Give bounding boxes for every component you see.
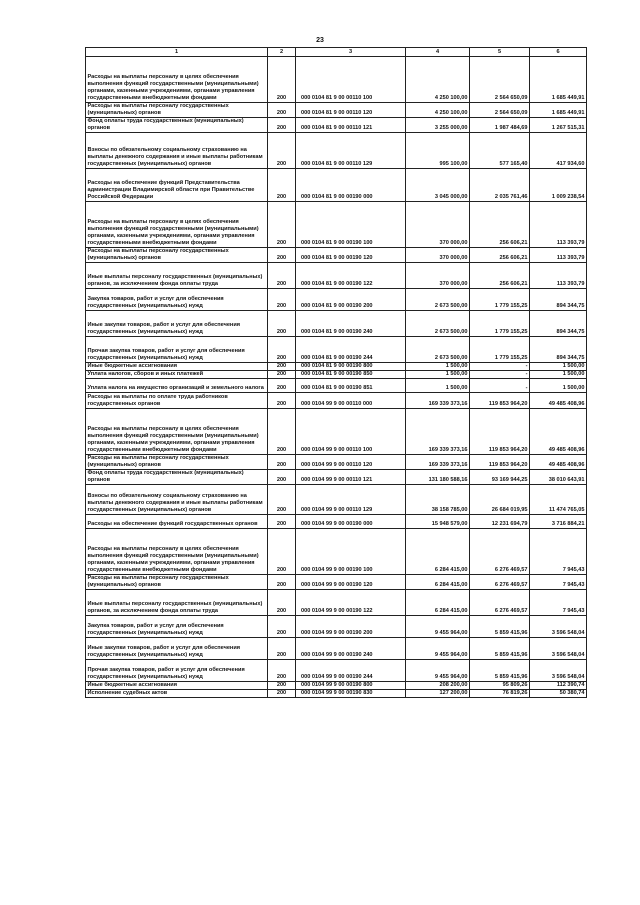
row-executed-amount-cell: 2 035 761,46 [470, 169, 530, 202]
row-name-cell: Расходы на обеспечение функций Представительства администрации Владимирской области при Правительстве Российской Федерации [86, 169, 268, 202]
row-executed-amount-cell: 1 779 155,25 [470, 337, 530, 363]
table-row [86, 638, 587, 660]
row-unexecuted-amount-cell: 3 596 548,04 [530, 638, 587, 660]
row-unexecuted-amount-cell: 894 344,75 [530, 289, 587, 311]
row-line-code-cell: 200 [268, 363, 296, 371]
row-name-cell: Прочая закупка товаров, работ и услуг для обеспечения государственных (муниципальных) нужд [86, 660, 268, 682]
row-name-cell: Иные закупки товаров, работ и услуг для обеспечения государственных (муниципальных) нужд [86, 638, 268, 660]
row-name-cell: Расходы на выплаты персоналу государственных (муниципальных) органов [86, 455, 268, 470]
row-approved-amount-cell: 1 500,00 [406, 371, 470, 379]
row-approved-amount-cell: 127 200,00 [406, 690, 470, 698]
row-unexecuted-amount-cell: 50 380,74 [530, 690, 587, 698]
row-name-cell: Расходы на выплаты персоналу в целях обеспечения выполнения функций государственными (муниципальными) органами, казенными учреждениями, органами управления государственными внебюджетными фондами [86, 409, 268, 455]
header-col-5: 5 [470, 48, 530, 57]
row-executed-amount-cell: 577 165,40 [470, 133, 530, 169]
row-line-code-cell: 200 [268, 682, 296, 690]
table-row [86, 289, 587, 311]
row-line-code-cell: 200 [268, 485, 296, 515]
row-approved-amount-cell: 4 250 100,00 [406, 57, 470, 103]
row-name-cell: Расходы на выплаты по оплате труда работников государственных органов [86, 393, 268, 409]
row-line-code-cell: 200 [268, 311, 296, 337]
row-line-code-cell: 200 [268, 529, 296, 575]
row-classification-code-cell: 000 0104 99 9 00 00110 121 [296, 470, 406, 485]
table-row [86, 690, 587, 698]
row-unexecuted-amount-cell: 11 474 765,05 [530, 485, 587, 515]
row-approved-amount-cell: 1 500,00 [406, 363, 470, 371]
row-unexecuted-amount-cell: 49 485 408,96 [530, 393, 587, 409]
table-row [86, 202, 587, 248]
row-unexecuted-amount-cell: 113 393,79 [530, 263, 587, 289]
row-name-cell: Исполнение судебных актов [86, 690, 268, 698]
header-col-3: 3 [296, 48, 406, 57]
table-row [86, 515, 587, 529]
row-name-cell: Взносы по обязательному социальному страхованию на выплаты денежного содержания и иные выплаты работникам государственных (муниципальных) органов [86, 485, 268, 515]
table-row [86, 248, 587, 263]
row-executed-amount-cell: 1 779 155,25 [470, 289, 530, 311]
row-classification-code-cell: 000 0104 81 9 00 00190 120 [296, 248, 406, 263]
row-classification-code-cell: 000 0104 81 9 00 00190 100 [296, 202, 406, 248]
row-executed-amount-cell: 5 859 415,96 [470, 660, 530, 682]
row-executed-amount-cell: 5 859 415,96 [470, 638, 530, 660]
row-executed-amount-cell: 119 853 964,20 [470, 393, 530, 409]
table-row [86, 57, 587, 103]
row-line-code-cell: 200 [268, 393, 296, 409]
table-row [86, 590, 587, 616]
row-unexecuted-amount-cell: 1 267 515,31 [530, 118, 587, 133]
table-header-row [86, 48, 587, 57]
row-name-cell: Иные бюджетные ассигнования [86, 682, 268, 690]
row-name-cell: Закупка товаров, работ и услуг для обеспечения государственных (муниципальных) нужд [86, 616, 268, 638]
row-name-cell: Фонд оплаты труда государственных (муниципальных) органов [86, 118, 268, 133]
row-classification-code-cell: 000 0104 81 9 00 00190 122 [296, 263, 406, 289]
row-line-code-cell: 200 [268, 133, 296, 169]
row-approved-amount-cell: 370 000,00 [406, 248, 470, 263]
row-executed-amount-cell: 95 809,26 [470, 682, 530, 690]
row-classification-code-cell: 000 0104 99 9 00 00190 800 [296, 682, 406, 690]
table-row [86, 337, 587, 363]
row-approved-amount-cell: 370 000,00 [406, 202, 470, 248]
table-row [86, 470, 587, 485]
row-executed-amount-cell: 5 859 415,96 [470, 616, 530, 638]
row-executed-amount-cell: 2 564 650,09 [470, 57, 530, 103]
table-row [86, 118, 587, 133]
row-unexecuted-amount-cell: 3 716 884,21 [530, 515, 587, 529]
row-classification-code-cell: 000 0104 99 9 00 00110 120 [296, 455, 406, 470]
row-executed-amount-cell: - [470, 363, 530, 371]
row-executed-amount-cell: 1 779 155,25 [470, 311, 530, 337]
row-unexecuted-amount-cell: 7 945,43 [530, 575, 587, 590]
table-row [86, 409, 587, 455]
row-approved-amount-cell: 9 455 964,00 [406, 616, 470, 638]
row-classification-code-cell: 000 0104 99 9 00 00110 000 [296, 393, 406, 409]
row-unexecuted-amount-cell: 894 344,75 [530, 311, 587, 337]
row-unexecuted-amount-cell: 38 010 643,91 [530, 470, 587, 485]
row-approved-amount-cell: 2 673 500,00 [406, 337, 470, 363]
table-row [86, 371, 587, 379]
row-approved-amount-cell: 169 339 373,16 [406, 393, 470, 409]
row-approved-amount-cell: 9 455 964,00 [406, 660, 470, 682]
row-unexecuted-amount-cell: 1 500,00 [530, 371, 587, 379]
row-name-cell: Иные бюджетные ассигнования [86, 363, 268, 371]
row-name-cell: Расходы на выплаты персоналу государственных (муниципальных) органов [86, 248, 268, 263]
row-unexecuted-amount-cell: 7 945,43 [530, 590, 587, 616]
table-row [86, 575, 587, 590]
row-approved-amount-cell: 1 500,00 [406, 379, 470, 393]
row-line-code-cell: 200 [268, 263, 296, 289]
table-row [86, 529, 587, 575]
row-approved-amount-cell: 6 284 415,00 [406, 590, 470, 616]
row-line-code-cell: 200 [268, 337, 296, 363]
row-line-code-cell: 200 [268, 169, 296, 202]
row-approved-amount-cell: 370 000,00 [406, 263, 470, 289]
table-row [86, 455, 587, 470]
row-executed-amount-cell: 6 276 469,57 [470, 575, 530, 590]
row-unexecuted-amount-cell: 894 344,75 [530, 337, 587, 363]
row-executed-amount-cell: 256 606,21 [470, 202, 530, 248]
page-number: 23 [316, 37, 324, 44]
row-line-code-cell: 200 [268, 470, 296, 485]
row-executed-amount-cell: 119 853 964,20 [470, 455, 530, 470]
row-line-code-cell: 200 [268, 289, 296, 311]
row-name-cell: Расходы на выплаты персоналу государственных (муниципальных) органов [86, 575, 268, 590]
row-line-code-cell: 200 [268, 57, 296, 103]
table-row [86, 103, 587, 118]
row-classification-code-cell: 000 0104 99 9 00 00190 240 [296, 638, 406, 660]
row-approved-amount-cell: 3 045 000,00 [406, 169, 470, 202]
row-classification-code-cell: 000 0104 81 9 00 00110 121 [296, 118, 406, 133]
row-name-cell: Иные закупки товаров, работ и услуг для обеспечения государственных (муниципальных) нужд [86, 311, 268, 337]
table-row [86, 393, 587, 409]
row-name-cell: Взносы по обязательному социальному страхованию на выплаты денежного содержания и иные выплаты работникам государственных (муниципальных) органов [86, 133, 268, 169]
row-line-code-cell: 200 [268, 575, 296, 590]
row-executed-amount-cell: 26 684 019,95 [470, 485, 530, 515]
row-line-code-cell: 200 [268, 379, 296, 393]
budget-execution-table [85, 47, 587, 698]
row-unexecuted-amount-cell: 112 390,74 [530, 682, 587, 690]
row-name-cell: Прочая закупка товаров, работ и услуг для обеспечения государственных (муниципальных) нужд [86, 337, 268, 363]
header-col-4: 4 [406, 48, 470, 57]
row-classification-code-cell: 000 0104 99 9 00 00110 129 [296, 485, 406, 515]
row-classification-code-cell: 000 0104 99 9 00 00190 122 [296, 590, 406, 616]
table-row [86, 311, 587, 337]
row-line-code-cell: 200 [268, 690, 296, 698]
table-row [86, 169, 587, 202]
row-approved-amount-cell: 2 673 500,00 [406, 311, 470, 337]
row-unexecuted-amount-cell: 3 596 548,04 [530, 616, 587, 638]
row-line-code-cell: 200 [268, 590, 296, 616]
row-classification-code-cell: 000 0104 99 9 00 00190 830 [296, 690, 406, 698]
row-line-code-cell: 200 [268, 103, 296, 118]
row-line-code-cell: 200 [268, 616, 296, 638]
row-name-cell: Иные выплаты персоналу государственных (муниципальных) органов, за исключением фонда оплаты труда [86, 590, 268, 616]
row-classification-code-cell: 000 0104 99 9 00 00190 000 [296, 515, 406, 529]
row-approved-amount-cell: 3 255 000,00 [406, 118, 470, 133]
row-line-code-cell: 200 [268, 515, 296, 529]
row-approved-amount-cell: 131 180 588,16 [406, 470, 470, 485]
row-executed-amount-cell: 119 853 964,20 [470, 409, 530, 455]
row-approved-amount-cell: 995 100,00 [406, 133, 470, 169]
header-col-1: 1 [86, 48, 268, 57]
row-unexecuted-amount-cell: 49 485 408,96 [530, 409, 587, 455]
table-row [86, 616, 587, 638]
row-unexecuted-amount-cell: 1 009 238,54 [530, 169, 587, 202]
row-classification-code-cell: 000 0104 81 9 00 00190 851 [296, 379, 406, 393]
row-unexecuted-amount-cell: 113 393,79 [530, 248, 587, 263]
row-executed-amount-cell: 12 231 694,79 [470, 515, 530, 529]
row-executed-amount-cell: 6 276 469,57 [470, 529, 530, 575]
table-row [86, 263, 587, 289]
row-approved-amount-cell: 4 250 100,00 [406, 103, 470, 118]
row-executed-amount-cell: - [470, 371, 530, 379]
row-classification-code-cell: 000 0104 99 9 00 00110 100 [296, 409, 406, 455]
row-unexecuted-amount-cell: 49 485 408,96 [530, 455, 587, 470]
row-approved-amount-cell: 6 284 415,00 [406, 575, 470, 590]
row-approved-amount-cell: 208 200,00 [406, 682, 470, 690]
row-classification-code-cell: 000 0104 81 9 00 00190 800 [296, 363, 406, 371]
row-unexecuted-amount-cell: 1 685 449,91 [530, 57, 587, 103]
row-approved-amount-cell: 15 948 579,00 [406, 515, 470, 529]
row-classification-code-cell: 000 0104 81 9 00 00110 100 [296, 57, 406, 103]
row-name-cell: Расходы на обеспечение функций государственных органов [86, 515, 268, 529]
row-executed-amount-cell: 1 987 484,69 [470, 118, 530, 133]
row-executed-amount-cell: 93 169 944,25 [470, 470, 530, 485]
table-row [86, 660, 587, 682]
row-executed-amount-cell: 76 819,26 [470, 690, 530, 698]
row-approved-amount-cell: 169 339 373,16 [406, 409, 470, 455]
row-classification-code-cell: 000 0104 81 9 00 00190 244 [296, 337, 406, 363]
row-classification-code-cell: 000 0104 81 9 00 00110 120 [296, 103, 406, 118]
table-row [86, 363, 587, 371]
row-name-cell: Фонд оплаты труда государственных (муниципальных) органов [86, 470, 268, 485]
row-approved-amount-cell: 169 339 373,16 [406, 455, 470, 470]
row-classification-code-cell: 000 0104 99 9 00 00190 100 [296, 529, 406, 575]
row-name-cell: Расходы на выплаты персоналу в целях обеспечения выполнения функций государственными (муниципальными) органами, казенными учреждениями, органами управления государственными внебюджетными фондами [86, 529, 268, 575]
table-row [86, 379, 587, 393]
row-name-cell: Закупка товаров, работ и услуг для обеспечения государственных (муниципальных) нужд [86, 289, 268, 311]
row-line-code-cell: 200 [268, 455, 296, 470]
row-line-code-cell: 200 [268, 248, 296, 263]
row-line-code-cell: 200 [268, 409, 296, 455]
row-classification-code-cell: 000 0104 81 9 00 00190 000 [296, 169, 406, 202]
table-row [86, 485, 587, 515]
row-line-code-cell: 200 [268, 118, 296, 133]
row-name-cell: Расходы на выплаты персоналу в целях обеспечения выполнения функций государственными (муниципальными) органами, казенными учреждениями, органами управления государственными внебюджетными фондами [86, 202, 268, 248]
row-executed-amount-cell: 2 564 650,09 [470, 103, 530, 118]
row-name-cell: Уплата налогов, сборов и иных платежей [86, 371, 268, 379]
row-approved-amount-cell: 2 673 500,00 [406, 289, 470, 311]
row-executed-amount-cell: 256 606,21 [470, 263, 530, 289]
row-classification-code-cell: 000 0104 99 9 00 00190 120 [296, 575, 406, 590]
header-col-2: 2 [268, 48, 296, 57]
row-classification-code-cell: 000 0104 81 9 00 00110 129 [296, 133, 406, 169]
row-line-code-cell: 200 [268, 638, 296, 660]
row-executed-amount-cell: 256 606,21 [470, 248, 530, 263]
row-line-code-cell: 200 [268, 371, 296, 379]
table-row [86, 682, 587, 690]
row-unexecuted-amount-cell: 3 596 548,04 [530, 660, 587, 682]
row-classification-code-cell: 000 0104 81 9 00 00190 240 [296, 311, 406, 337]
row-name-cell: Уплата налога на имущество организаций и земельного налога [86, 379, 268, 393]
row-approved-amount-cell: 9 455 964,00 [406, 638, 470, 660]
row-name-cell: Иные выплаты персоналу государственных (муниципальных) органов, за исключением фонда оплаты труда [86, 263, 268, 289]
row-unexecuted-amount-cell: 1 500,00 [530, 363, 587, 371]
row-line-code-cell: 200 [268, 202, 296, 248]
row-unexecuted-amount-cell: 113 393,79 [530, 202, 587, 248]
row-line-code-cell: 200 [268, 660, 296, 682]
row-classification-code-cell: 000 0104 81 9 00 00190 850 [296, 371, 406, 379]
row-unexecuted-amount-cell: 417 934,60 [530, 133, 587, 169]
row-approved-amount-cell: 6 284 415,00 [406, 529, 470, 575]
row-classification-code-cell: 000 0104 99 9 00 00190 200 [296, 616, 406, 638]
row-unexecuted-amount-cell: 1 685 449,91 [530, 103, 587, 118]
row-unexecuted-amount-cell: 1 500,00 [530, 379, 587, 393]
row-classification-code-cell: 000 0104 99 9 00 00190 244 [296, 660, 406, 682]
row-name-cell: Расходы на выплаты персоналу государственных (муниципальных) органов [86, 103, 268, 118]
header-col-6: 6 [530, 48, 587, 57]
row-executed-amount-cell: 6 276 469,57 [470, 590, 530, 616]
row-name-cell: Расходы на выплаты персоналу в целях обеспечения выполнения функций государственными (муниципальными) органами, казенными учреждениями, органами управления государственными внебюджетными фондами [86, 57, 268, 103]
row-classification-code-cell: 000 0104 81 9 00 00190 200 [296, 289, 406, 311]
table-row [86, 133, 587, 169]
row-unexecuted-amount-cell: 7 945,43 [530, 529, 587, 575]
row-executed-amount-cell: - [470, 379, 530, 393]
row-approved-amount-cell: 38 158 785,00 [406, 485, 470, 515]
